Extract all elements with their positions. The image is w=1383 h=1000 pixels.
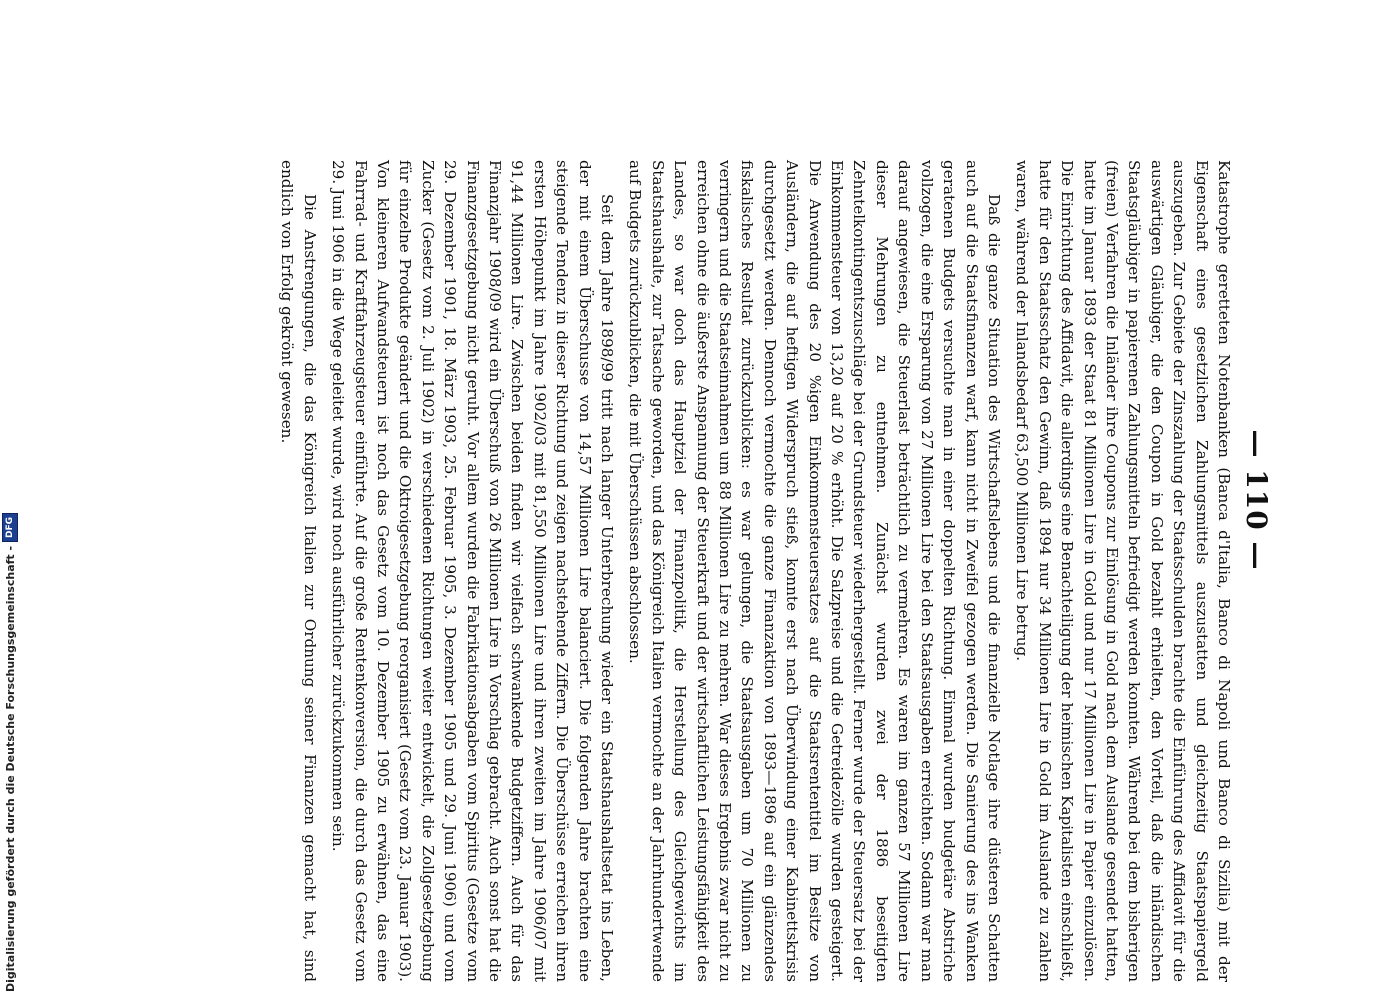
paragraph-4: Die Anstrengungen, die das Königreich Italien zur Ordnung seiner Finanzen gemacht hat, sind endlich von Erfolg gekrönt gewesen.: [278, 160, 319, 982]
paragraph-2: Daß die ganze Situation des Wirtschaftslebens und die finanzielle Notlage ihre düsteren Schatten auch auf die Staatsfinanzen warf, kann nicht in Zweifel gezogen werden. Die Sanierung des ins Wanken geratenen Budgets versuchte man in einer doppelten Richtung. Einmal wurden budgetäre Abstriche vollzogen, die eine Ersparung von 27 Millionen Lire bei den Staatsausgaben erreichten. Sodann war man darauf angewiesen, die Steuerlast beträchtlich zu vermehren. Es waren im ganzen 57 Millionen Lire dieser Mehrungen zu entnehmen. Zunächst wurden zwei der 1886 beseitigten Zehntelkontingentszuschläge bei der Grundsteuer wiederhergestellt. Ferner wurde der Steuersatz bei der Einkommensteuer von 13,20 auf 20 % erhöht. Die Salzpreise und die Getreidezölle wurden gesteigert. Die Anwendung des 20 %igen Einkommensteuersatzes auf die Staatsrententitel im Besitze von Ausländern, die auf heftigen Widerspruch stieß, konnte erst nach Überwindung einer Kabinettskrisis durchgesetzt werden. Dennoch vermochte die ganze Finanzaktion von 1893—1896 auf ein glänzendes fiskalisches Resultat zurückzublicken: es war gelungen, die Staatsausgaben um 70 Millionen zu verringern und die Staatseinnahmen um 88 Millionen Lire zu mehren. War dieses Ergebnis zwar nicht zu erreichen ohne die äußerste Anspannung der Steuerkraft und der wirtschaftlichen Leistungsfähigkeit des Landes, so war doch das Hauptziel der Finanzpolitik, die Herstellung des Gleichgewichts im Staatshaushalte, zur Tatsache geworden, und das Königreich Italien vermochte an der Jahrhundertwende auf Budgets zurückzublicken, die mit Überschüssen abschlossen.: [626, 160, 1003, 983]
paragraph-1: Katastrophe geretteten Notenbanken (Banca d'Italia, Banco di Napoli und Banco di Sizilia) mit der Eigenschaft eines gesetzlichen Zahlungsmittels auszustatten und gleichzeitig Staatspapiergeld auszugeben. Zur Gebiete der Zinszahlung der Staatsschulden brachte die Einführung des Affidavit für die auswärtigen Gläubiger, die den Coupon in Gold bezahlt erhielten, den Vorteil, daß die inländischen Staatsgläubiger in papierenen Zahlungsmitteln befriedigt werden konnten. Während bei dem bisherigen (freien) Verfahren die Inländer ihre Coupons zur Einlösung in Gold nach dem Auslande gesendet hatten, hatte im Januar 1893 der Staat 81 Millionen Lire in Gold und nur 17 Millionen Lire in Papier einzulösen. Die Einrichtung des Affidavit, die allerdings eine Benachteiligung der heimischen Kapitalisten einschließt, hatte für den Staatsschatz den Gewinn, daß 1894 nur 34 Millionen Lire in Gold im Auslande zu zahlen waren, während der Inlandsbedarf 63,500 Millionen Lire betrug.: [1013, 160, 1233, 982]
credit-text: Digitalisierung gefördert durch die Deutsche Forschungsgemeinschaft -: [3, 545, 17, 992]
paragraph-3: Seit dem Jahre 1898/99 tritt nach langer Unterbrechung wieder ein Staatshaushaltsetat ins Leben, der mit einem Überschusse von 14,57 Millionen Lire balanciert. Die folgenden Jahre brachten eine steigende Tendenz in dieser Richtung und zeigen nachstehende Ziffern. Die Überschüsse erreichen ihren ersten Höhepunkt im Jahre 1902/03 mit 81,550 Millionen Lire und ihren zweiten im Jahre 1906/07 mit 91,44 Millionen Lire. Zwischen beiden finden wir vielfach schwankende Budgetziffern. Auch für das Finanzjahr 1908/09 wird ein Überschuß von 26 Millionen Lire in Vorschlag gebracht. Auch sonst hat die Finanzgesetzgebung nicht geruht. Vor allem wurden die Fabrikationsabgaben vom Spiritus (Gesetze vom 29. Dezember 1901, 18. März 1903, 25. Februar 1905, 3. Dezember 1905 und 29. Juni 1906) und vom Zucker (Gesetz vom 2. Juli 1902) in verschiedenen Richtungen weiter entwickelt, die Zollgesetzgebung für einzelne Produkte geändert und die Oktroigesetzgebung reorganisiert (Gesetz vom 23. Januar 1903). Von kleineren Aufwandsteuern ist noch das Gesetz vom 10. Dezember 1905 zu erwähnen, das eine Fahrrad- und Kraftfahrzeugsteuer einführte. Auf die große Rentenkonversion, die durch das Gesetz vom 29. Juni 1906 in die Wege geleitet wurde, wird noch ausführlicher zurückzukommen sein.: [329, 160, 617, 982]
page-number: — 110 —: [1240, 429, 1273, 571]
dfg-logo: DFG: [2, 513, 18, 542]
body-text: [276, 160, 1235, 982]
digitization-credit: [2, 516, 18, 992]
